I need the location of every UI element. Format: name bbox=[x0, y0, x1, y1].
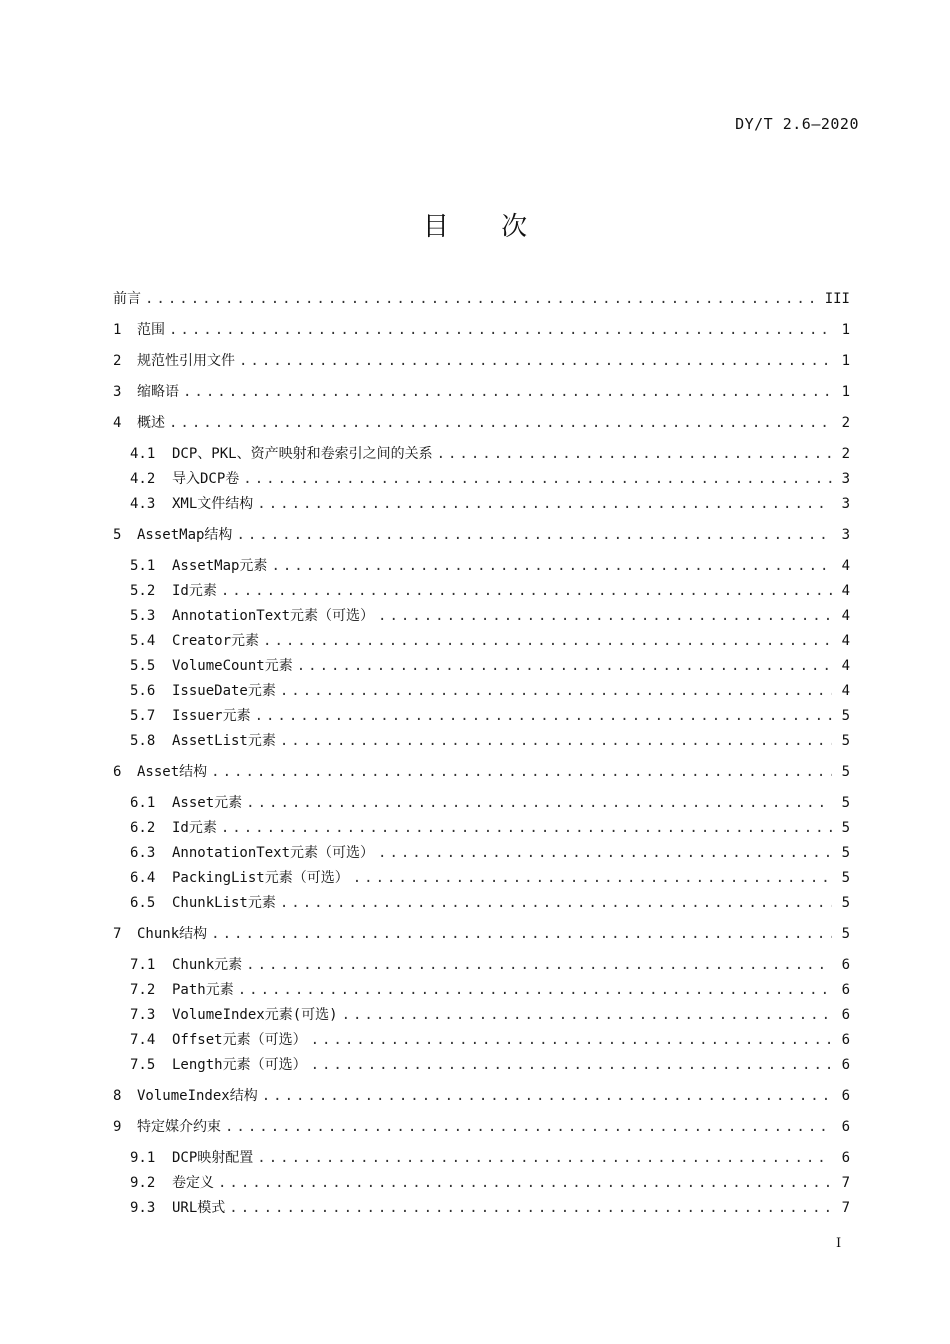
toc-entry-number: 4.3 bbox=[130, 496, 156, 512]
toc-entry-number: 6.4 bbox=[130, 870, 156, 886]
toc-entry-title: PackingList元素（可选） bbox=[172, 870, 349, 886]
toc-entry-title: AnnotationText元素（可选） bbox=[172, 845, 375, 861]
toc-entry-page: 5 bbox=[841, 795, 850, 811]
toc-entry-title: 卷定义 bbox=[172, 1175, 214, 1191]
dot-leader bbox=[246, 795, 832, 811]
dot-leader bbox=[236, 527, 832, 543]
toc-entry-number: 3 bbox=[113, 384, 122, 400]
toc-entry-page: 7 bbox=[841, 1175, 850, 1191]
toc-entry[interactable] bbox=[130, 867, 850, 889]
toc-entry[interactable] bbox=[113, 412, 850, 434]
toc-entry-page: 6 bbox=[841, 1007, 850, 1023]
toc-entry[interactable] bbox=[113, 524, 850, 546]
toc-entry[interactable] bbox=[130, 817, 850, 839]
toc-entry-number: 5 bbox=[113, 527, 122, 543]
dot-leader bbox=[271, 558, 832, 574]
toc-entry-number: 1 bbox=[113, 322, 122, 338]
dot-leader bbox=[211, 926, 832, 942]
toc-entry-number: 5.2 bbox=[130, 583, 156, 599]
toc-entry-number: 7.4 bbox=[130, 1032, 156, 1048]
dot-leader bbox=[243, 471, 832, 487]
toc-entry-title: Id元素 bbox=[172, 820, 217, 836]
toc-entry-page: 1 bbox=[841, 322, 850, 338]
toc-entry-title: Creator元素 bbox=[172, 633, 260, 649]
toc-entry-page: 7 bbox=[841, 1200, 850, 1216]
toc-entry-title: IssueDate元素 bbox=[172, 683, 276, 699]
toc-entry[interactable] bbox=[113, 1116, 850, 1138]
toc-entry-number: 2 bbox=[113, 353, 122, 369]
toc-entry-number: 4.1 bbox=[130, 446, 156, 462]
toc-entry[interactable] bbox=[113, 761, 850, 783]
toc-entry[interactable] bbox=[130, 1172, 850, 1194]
toc-entry-title: 范围 bbox=[137, 322, 165, 338]
toc-entry-title: Chunk元素 bbox=[172, 957, 243, 973]
toc-entry-number: 5.5 bbox=[130, 658, 156, 674]
toc-entry-page: III bbox=[824, 291, 850, 307]
toc-entry-title: Id元素 bbox=[172, 583, 217, 599]
toc-entry-page: 6 bbox=[841, 1150, 850, 1166]
toc-entry-page: 5 bbox=[841, 870, 850, 886]
toc-entry-number: 7.3 bbox=[130, 1007, 156, 1023]
toc-entry-number: 9.3 bbox=[130, 1200, 156, 1216]
dot-leader bbox=[342, 1007, 832, 1023]
toc-entry[interactable] bbox=[130, 1054, 850, 1076]
toc-entry-number: 4.2 bbox=[130, 471, 156, 487]
toc-entry-number: 6.2 bbox=[130, 820, 156, 836]
toc-entry[interactable] bbox=[130, 630, 850, 652]
toc-entry-number: 5.7 bbox=[130, 708, 156, 724]
toc-entry-page: 5 bbox=[841, 926, 850, 942]
dot-leader bbox=[255, 708, 832, 724]
toc-entry-page: 5 bbox=[841, 733, 850, 749]
toc-entry[interactable] bbox=[113, 381, 850, 403]
toc-entry[interactable] bbox=[130, 730, 850, 752]
toc-entry[interactable] bbox=[130, 979, 850, 1001]
page-number: I bbox=[836, 1236, 842, 1251]
toc-entry-title: Issuer元素 bbox=[172, 708, 251, 724]
toc-entry-page: 6 bbox=[841, 1119, 850, 1135]
toc-entry[interactable] bbox=[130, 468, 850, 490]
dot-leader bbox=[183, 384, 832, 400]
toc-entry-title: DCP映射配置 bbox=[172, 1150, 254, 1166]
toc-entry-number: 5.6 bbox=[130, 683, 156, 699]
toc-entry[interactable] bbox=[130, 1004, 850, 1026]
dot-leader bbox=[257, 496, 832, 512]
toc-entry[interactable] bbox=[130, 705, 850, 727]
toc-entry-title: VolumeIndex结构 bbox=[137, 1088, 258, 1104]
toc-entry-title: AssetMap元素 bbox=[172, 558, 268, 574]
toc-entry[interactable] bbox=[130, 605, 850, 627]
standard-code: DY/T 2.6—2020 bbox=[735, 115, 859, 133]
dot-leader bbox=[262, 1088, 832, 1104]
toc-entry[interactable] bbox=[113, 350, 850, 372]
toc-entry-page: 3 bbox=[841, 527, 850, 543]
toc-entry-title: 缩略语 bbox=[137, 384, 179, 400]
dot-leader bbox=[280, 683, 832, 699]
dot-leader bbox=[297, 658, 832, 674]
toc-entry-page: 5 bbox=[841, 895, 850, 911]
toc-entry-title: Asset结构 bbox=[137, 764, 208, 780]
toc-entry-page: 6 bbox=[841, 982, 850, 998]
toc-entry-page: 5 bbox=[841, 820, 850, 836]
toc-entry[interactable] bbox=[130, 954, 850, 976]
toc-entry-title: VolumeCount元素 bbox=[172, 658, 293, 674]
toc-entry-page: 6 bbox=[841, 957, 850, 973]
toc-entry-page: 5 bbox=[841, 764, 850, 780]
toc-entry-page: 2 bbox=[841, 415, 850, 431]
toc-entry[interactable] bbox=[130, 842, 850, 864]
toc-entry[interactable] bbox=[130, 655, 850, 677]
toc-entry-title: VolumeIndex元素(可选) bbox=[172, 1007, 338, 1023]
dot-leader bbox=[257, 1150, 832, 1166]
toc-entry-title: Chunk结构 bbox=[137, 926, 208, 942]
page-title: 目 次 bbox=[422, 212, 550, 242]
toc-entry-number: 7 bbox=[113, 926, 122, 942]
toc-entry-page: 4 bbox=[841, 683, 850, 699]
dot-leader bbox=[353, 870, 832, 886]
toc-entry-number: 5.1 bbox=[130, 558, 156, 574]
toc-entry[interactable] bbox=[130, 1029, 850, 1051]
toc-entry-number: 4 bbox=[113, 415, 122, 431]
toc-entry-page: 5 bbox=[841, 708, 850, 724]
toc-entry-page: 5 bbox=[841, 845, 850, 861]
dot-leader bbox=[311, 1057, 832, 1073]
toc-entry[interactable] bbox=[130, 443, 850, 465]
dot-leader bbox=[378, 845, 832, 861]
toc-entry-title: 特定媒介约束 bbox=[137, 1119, 221, 1135]
toc-entry-number: 8 bbox=[113, 1088, 122, 1104]
toc-entry-number: 6 bbox=[113, 764, 122, 780]
toc-entry-title: AssetMap结构 bbox=[137, 527, 233, 543]
dot-leader bbox=[169, 322, 832, 338]
toc-entry[interactable] bbox=[130, 1147, 850, 1169]
toc-entry-page: 3 bbox=[841, 471, 850, 487]
toc-entry-title: Length元素（可选） bbox=[172, 1057, 307, 1073]
toc-entry-title: URL模式 bbox=[172, 1200, 226, 1216]
dot-leader bbox=[221, 820, 832, 836]
toc-entry[interactable] bbox=[130, 680, 850, 702]
toc-entry-number: 5.8 bbox=[130, 733, 156, 749]
toc-entry-number: 7.5 bbox=[130, 1057, 156, 1073]
toc-entry[interactable] bbox=[130, 493, 850, 515]
toc-entry-title: DCP、PKL、资产映射和卷索引之间的关系 bbox=[172, 446, 433, 462]
toc-entry-page: 4 bbox=[841, 658, 850, 674]
toc-entry-page: 6 bbox=[841, 1088, 850, 1104]
toc-entry-number: 6.3 bbox=[130, 845, 156, 861]
toc-entry-title: 前言 bbox=[113, 291, 141, 307]
toc-entry-number: 9 bbox=[113, 1119, 122, 1135]
toc-entry-title: Path元素 bbox=[172, 982, 234, 998]
toc-entry[interactable] bbox=[113, 923, 850, 945]
toc-entry[interactable] bbox=[130, 792, 850, 814]
dot-leader bbox=[437, 446, 832, 462]
toc-entry-number: 7.2 bbox=[130, 982, 156, 998]
toc-entry-title: ChunkList元素 bbox=[172, 895, 276, 911]
dot-leader bbox=[145, 291, 819, 307]
dot-leader bbox=[239, 353, 832, 369]
dot-leader bbox=[225, 1119, 832, 1135]
toc-entry-number: 5.4 bbox=[130, 633, 156, 649]
toc-entry-number: 6.1 bbox=[130, 795, 156, 811]
dot-leader bbox=[211, 764, 832, 780]
toc-entry-number: 7.1 bbox=[130, 957, 156, 973]
toc-entry[interactable] bbox=[130, 892, 850, 914]
dot-leader bbox=[280, 733, 832, 749]
toc-entry-page: 4 bbox=[841, 633, 850, 649]
toc-entry[interactable] bbox=[113, 1085, 850, 1107]
toc-entry[interactable] bbox=[113, 288, 850, 310]
dot-leader bbox=[221, 583, 832, 599]
toc-entry-page: 6 bbox=[841, 1057, 850, 1073]
dot-leader bbox=[169, 415, 832, 431]
dot-leader bbox=[378, 608, 832, 624]
toc-entry-page: 3 bbox=[841, 496, 850, 512]
dot-leader bbox=[218, 1175, 832, 1191]
dot-leader bbox=[263, 633, 832, 649]
dot-leader bbox=[246, 957, 832, 973]
toc-entry-title: XML文件结构 bbox=[172, 496, 254, 512]
toc-entry-number: 6.5 bbox=[130, 895, 156, 911]
toc-entry-title: Offset元素（可选） bbox=[172, 1032, 307, 1048]
toc-entry-number: 5.3 bbox=[130, 608, 156, 624]
toc-entry-page: 1 bbox=[841, 353, 850, 369]
toc-entry[interactable] bbox=[113, 319, 850, 341]
toc-entry[interactable] bbox=[130, 555, 850, 577]
dot-leader bbox=[311, 1032, 832, 1048]
toc-entry-title: AssetList元素 bbox=[172, 733, 276, 749]
dot-leader bbox=[238, 982, 832, 998]
toc-entry-page: 2 bbox=[841, 446, 850, 462]
toc-entry-title: 概述 bbox=[137, 415, 165, 431]
toc-entry-page: 6 bbox=[841, 1032, 850, 1048]
dot-leader bbox=[280, 895, 832, 911]
toc-entry-title: 导入DCP卷 bbox=[172, 471, 240, 487]
toc-entry-title: AnnotationText元素（可选） bbox=[172, 608, 375, 624]
toc-entry-page: 4 bbox=[841, 608, 850, 624]
toc-entry[interactable] bbox=[130, 1197, 850, 1219]
toc-entry-page: 1 bbox=[841, 384, 850, 400]
toc-entry-title: Asset元素 bbox=[172, 795, 243, 811]
toc-entry-number: 9.1 bbox=[130, 1150, 156, 1166]
dot-leader bbox=[229, 1200, 832, 1216]
toc-entry[interactable] bbox=[130, 580, 850, 602]
toc-entry-title: 规范性引用文件 bbox=[137, 353, 235, 369]
toc-entry-page: 4 bbox=[841, 558, 850, 574]
toc-entry-number: 9.2 bbox=[130, 1175, 156, 1191]
toc-entry-page: 4 bbox=[841, 583, 850, 599]
